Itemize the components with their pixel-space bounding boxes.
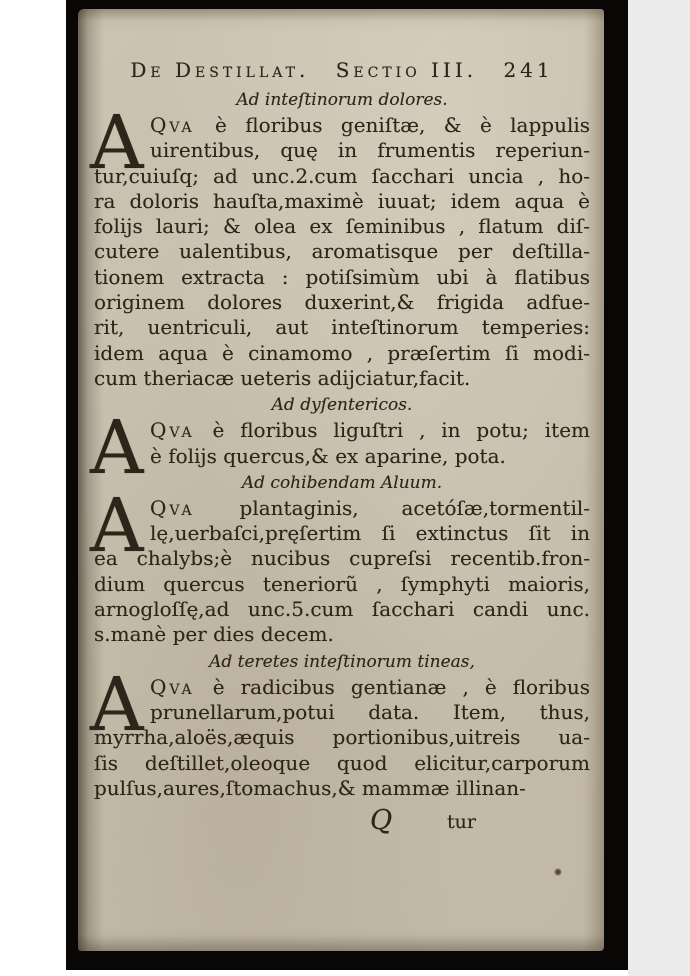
page-content: [90, 9, 591, 843]
signature-mark: Q: [370, 805, 393, 837]
text-line: [94, 622, 590, 647]
line-text: è floribus geniſtæ, & è lappulis: [215, 113, 591, 137]
text-line: [94, 164, 590, 189]
text-line: [94, 189, 590, 214]
page-paper: [78, 9, 604, 951]
line-text: è folijs quercus,& ex aparine, pota.: [150, 443, 506, 468]
text-line: [150, 444, 590, 469]
line-text: ſis deſtillet,oleoque quod elicitur,carporum: [94, 750, 590, 775]
page-number: 241: [503, 58, 554, 82]
text-line: [150, 700, 590, 725]
running-header: [94, 57, 590, 83]
text-line: [94, 776, 590, 801]
text-line: [150, 496, 590, 521]
text-line: [94, 315, 590, 340]
line-text: arnogloſſę,ad unc.5.cum ſacchari candi unc.: [94, 597, 590, 622]
lead-caps: Qva: [150, 674, 195, 699]
line-text: ra doloris hauſta,maximè iuuat; idem aqua è: [94, 188, 590, 213]
section-heading: Ad cohibendam Aluum.: [241, 472, 443, 493]
line-text: è radicibus gentianæ , è floribus: [212, 674, 591, 699]
section: [90, 651, 591, 801]
drop-cap: A: [90, 661, 144, 748]
running-header-title: De Destillat.: [130, 58, 310, 82]
text-line: [94, 546, 590, 571]
line-text: s.manè per dies decem.: [94, 622, 334, 647]
text-line: [94, 751, 590, 776]
lead-caps: Qva: [150, 113, 195, 137]
section: [90, 90, 591, 391]
text-line: [94, 366, 590, 391]
text-line: [94, 265, 590, 290]
section: [90, 472, 590, 648]
text-line: [94, 572, 590, 597]
line-text: cutere ualentibus, aromatisque per deſtilla-: [94, 239, 590, 264]
text-line: [94, 239, 590, 264]
line-text: cum theriacæ ueteris adijciatur,facit.: [94, 365, 471, 390]
line-text: dium quercus teneriorũ , ſymphyti maioris,: [94, 571, 590, 596]
drop-cap: A: [90, 405, 144, 492]
line-text: pulſus,aures,ſtomachus,& mammæ illinan-: [94, 775, 526, 800]
drop-cap: A: [90, 482, 144, 569]
signature-row: [94, 803, 590, 843]
sections: [90, 90, 591, 801]
running-header-section: Sectio III.: [335, 58, 478, 82]
drop-cap: A: [90, 100, 144, 186]
text-line: [150, 675, 590, 700]
line-text: myrrha,aloës,æquis portionibus,uitreis ua-: [94, 725, 590, 750]
lead-caps: Qva: [150, 495, 195, 520]
text-line: [150, 418, 590, 443]
line-text: lę,uerbaſci,pręſertim ſi extinctus ſit in: [150, 521, 590, 546]
section-heading: Ad teretes inteſtinorum tineas,: [209, 651, 475, 672]
line-text: uirentibus, quę in frumentis reperiun-: [150, 138, 590, 163]
text-line: [150, 521, 590, 546]
line-text: rit, uentriculi, aut inteſtinorum temperies:: [94, 315, 590, 340]
section-heading: Ad dyſentericos.: [271, 395, 413, 416]
line-text: tur,cuiuſq; ad unc.2.cum ſacchari uncia , ho-: [94, 163, 590, 188]
line-text: folijs lauri; & olea ex ſeminibus , flatum diſ-: [94, 214, 590, 239]
text-line: [150, 113, 590, 138]
lead-caps: Qva: [150, 418, 195, 443]
section-heading: Ad inteſtinorum dolores.: [236, 90, 448, 110]
scanner-bed-right-strip: [628, 0, 690, 976]
line-text: tionem extracta : potiſsimùm ubi à flatibus: [94, 264, 590, 289]
line-text: originem dolores duxerint,& frigida adfue-: [94, 290, 590, 315]
text-line: [150, 138, 590, 163]
text-line: [94, 597, 590, 622]
scanned-book-page: [66, 0, 628, 970]
catchword: tur: [447, 811, 476, 834]
line-text: prunellarum,potui data. Item, thus,: [150, 699, 590, 724]
line-text: idem aqua è cinamomo , præſertim ſi modi-: [94, 340, 590, 365]
line-text: plantaginis, acetóſæ,tormentil-: [239, 495, 590, 520]
text-line: [94, 341, 590, 366]
text-line: [94, 725, 590, 750]
line-text: ea chalybs;è nucibus cupreſsi recentib.fron-: [94, 546, 590, 571]
text-line: [94, 290, 590, 315]
line-text: è floribus liguſtri , in potu; item: [212, 418, 590, 443]
text-line: [94, 214, 590, 239]
